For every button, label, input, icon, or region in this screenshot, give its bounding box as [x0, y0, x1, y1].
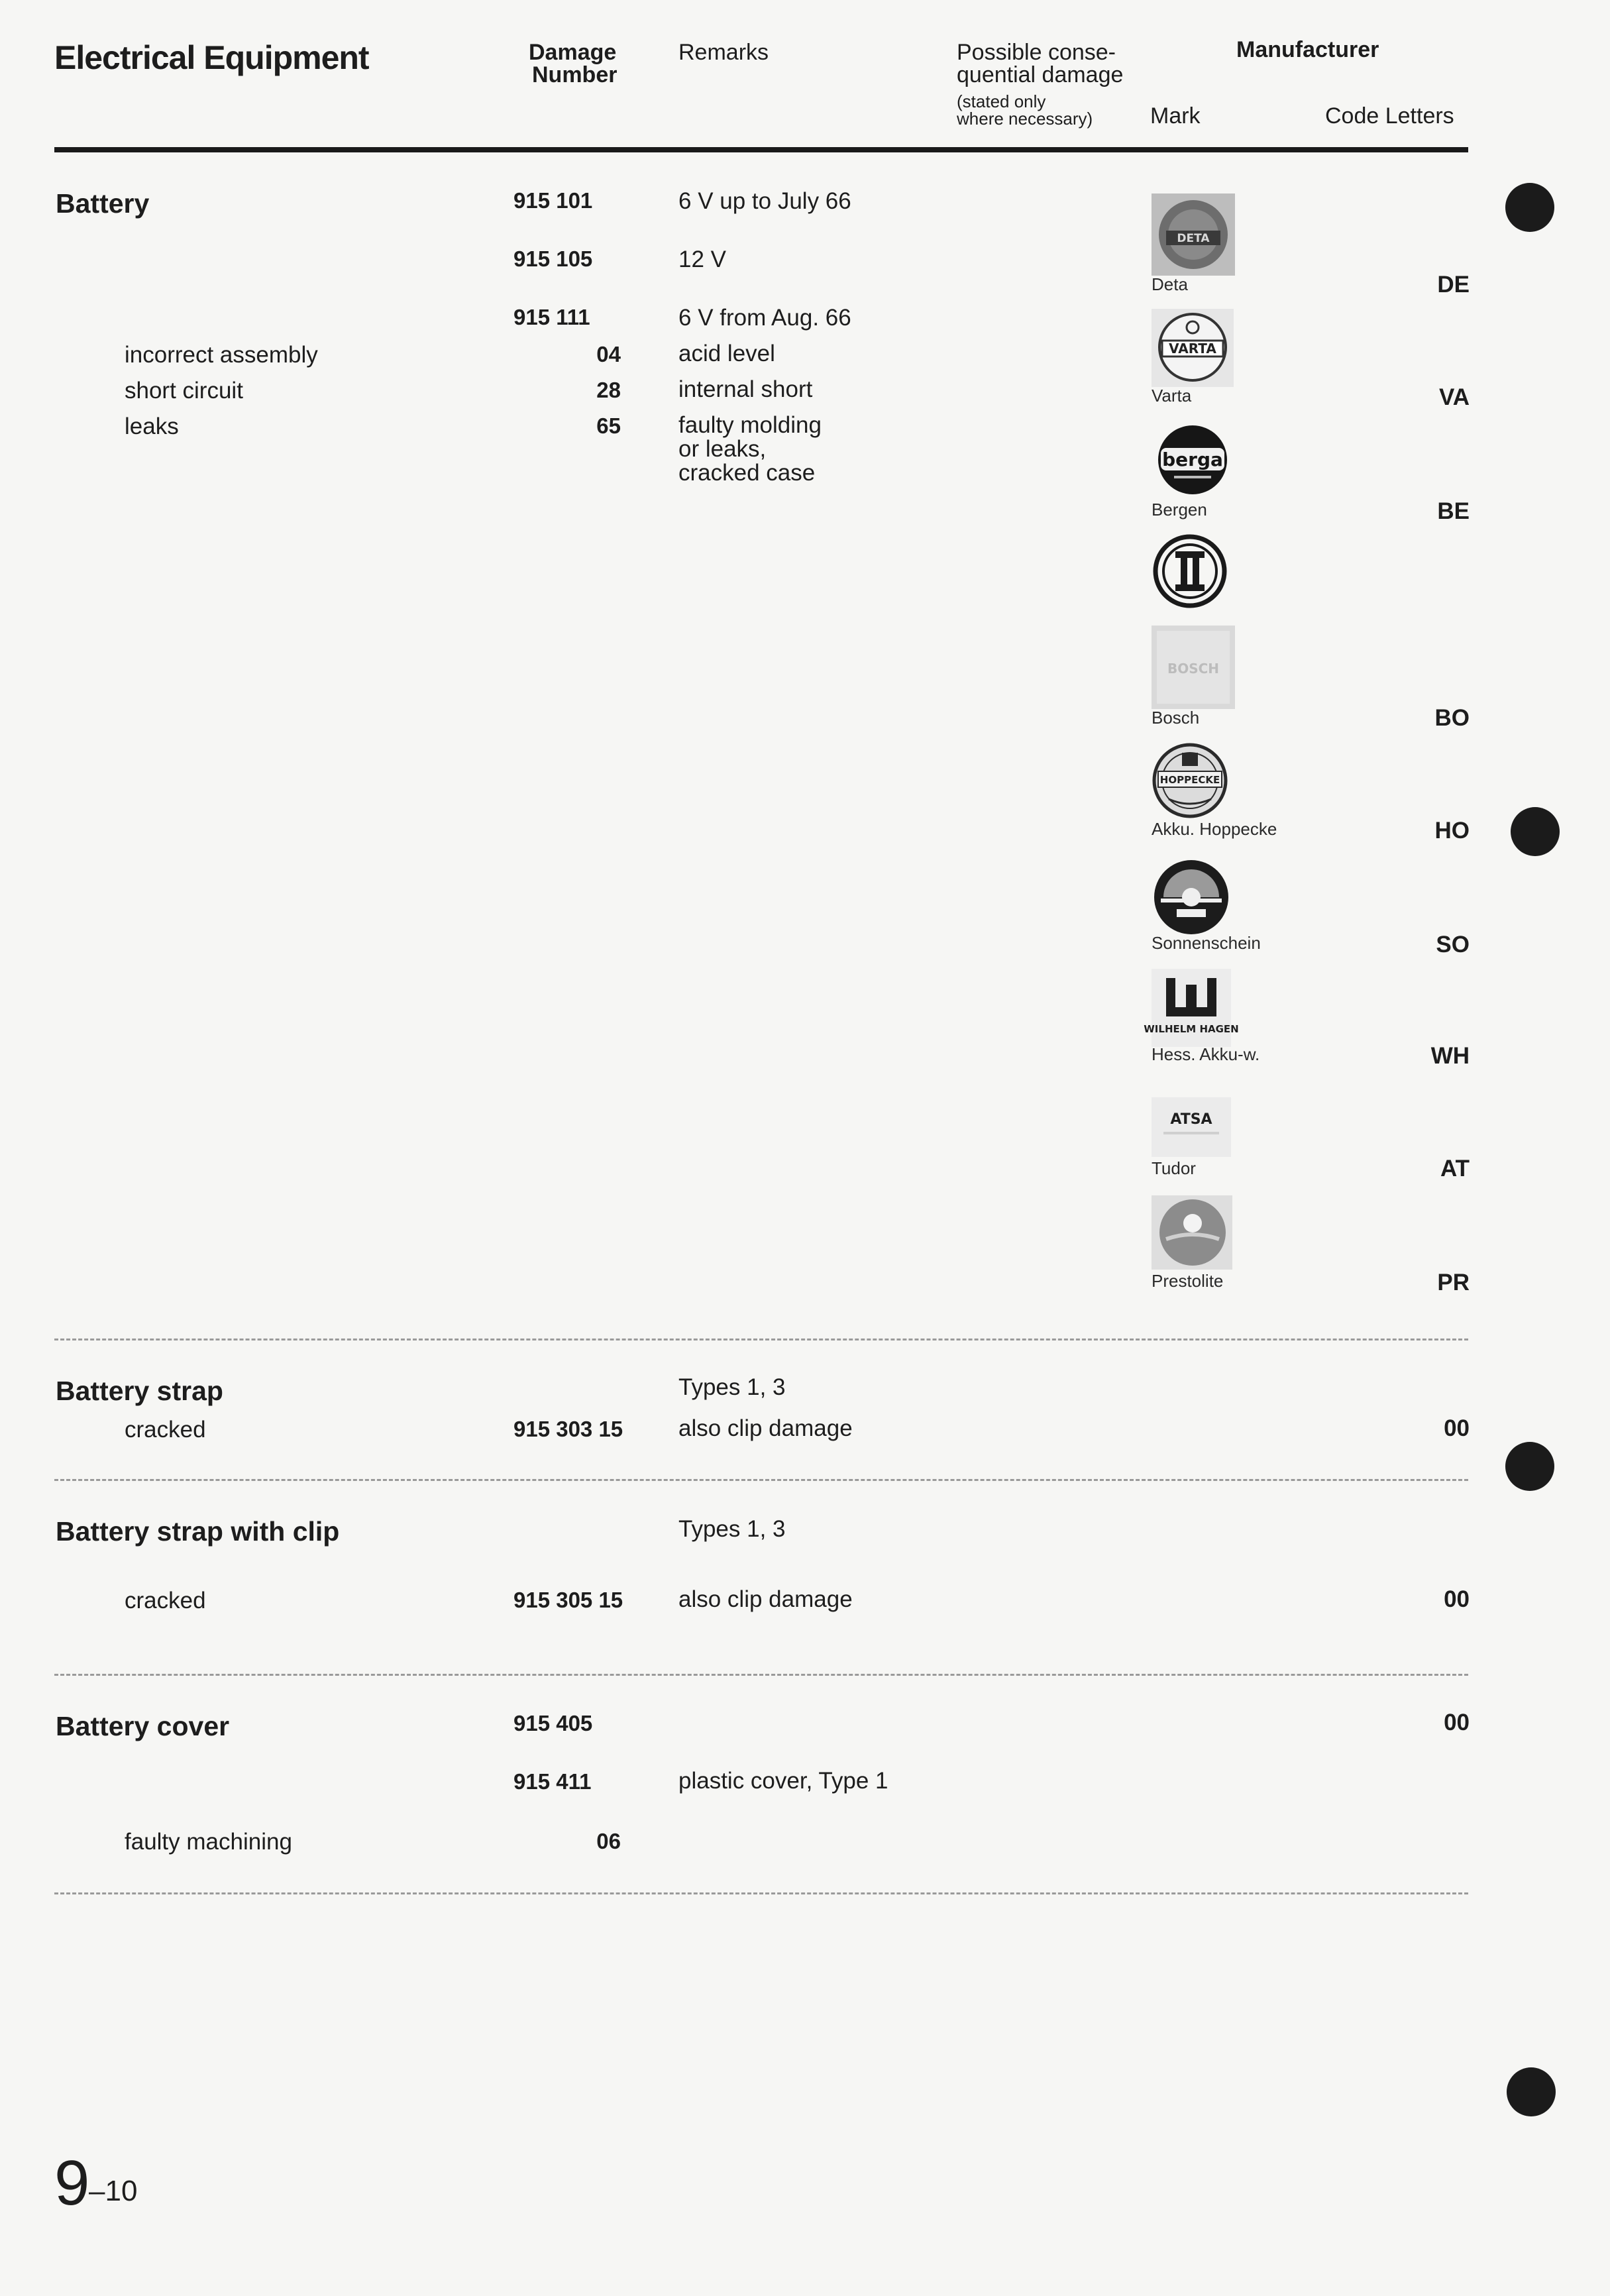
- manufacturer-code: AT: [1440, 1156, 1470, 1181]
- svg-text:HOPPECKE: HOPPECKE: [1159, 774, 1220, 786]
- defect-label: incorrect assembly: [125, 342, 318, 368]
- code-letters-header: Code Letters: [1325, 103, 1454, 129]
- wilhelm-hagen-logo: [1144, 969, 1239, 1047]
- defect-label: faulty machining: [125, 1829, 292, 1855]
- manufacturer-code: 00: [1444, 1710, 1470, 1735]
- defect-code: 28: [596, 378, 621, 402]
- defect-remark-line1: faulty molding: [678, 412, 822, 438]
- damage-number-header-line2: Number: [532, 62, 617, 87]
- manufacturer-caption: Akku. Hoppecke: [1152, 819, 1277, 839]
- defect-remark: also clip damage: [678, 1586, 853, 1612]
- defect-remark-line2: or leaks,: [678, 436, 767, 462]
- part-number: 915 101: [513, 188, 593, 213]
- manufacturer-caption: Prestolite: [1152, 1271, 1224, 1291]
- defect-label: cracked: [125, 1417, 206, 1443]
- consequential-note-line1: (stated only: [957, 91, 1046, 111]
- atsa-logo: [1152, 1097, 1231, 1157]
- berga-logo: [1152, 423, 1232, 497]
- defect-label: cracked: [125, 1588, 206, 1613]
- deta-logo: [1152, 193, 1235, 276]
- part-number: 915 303 15: [513, 1417, 623, 1441]
- manufacturer-caption: Tudor: [1152, 1158, 1196, 1178]
- consequential-header-line2: quential damage: [957, 62, 1124, 87]
- defect-label: short circuit: [125, 378, 243, 404]
- page-number-suffix: –10: [89, 2175, 138, 2207]
- manufacturer-code: VA: [1438, 384, 1470, 410]
- defect-code: 65: [596, 413, 621, 438]
- section-title-battery-cover: Battery cover: [56, 1711, 230, 1741]
- section-title-battery-strap: Battery strap: [56, 1376, 223, 1406]
- part-remark: plastic cover, Type 1: [678, 1768, 888, 1794]
- manufacturer-caption: Bergen: [1152, 500, 1207, 519]
- manufacturer-code: BO: [1434, 705, 1470, 731]
- defect-remark-line3: cracked case: [678, 460, 816, 486]
- hoppecke-logo: [1152, 742, 1230, 820]
- varta-logo: [1152, 309, 1234, 387]
- binder-hole: [1505, 1442, 1554, 1491]
- manufacturer-code: HO: [1434, 818, 1470, 844]
- section-divider: [54, 1892, 1468, 1894]
- consequential-note-line2: where necessary): [957, 109, 1093, 129]
- manufacturer-caption: Varta: [1152, 386, 1192, 406]
- part-number: 915 405: [513, 1711, 593, 1735]
- manufacturer-header: Manufacturer: [1236, 37, 1379, 62]
- part-remark: 6 V up to July 66: [678, 188, 851, 214]
- manufacturer-caption: Bosch: [1152, 708, 1200, 728]
- svg-text:DETA: DETA: [1177, 232, 1210, 245]
- part-remark: 12 V: [678, 246, 726, 272]
- svg-text:berga: berga: [1162, 449, 1223, 470]
- bosch-logo: [1152, 626, 1235, 709]
- header-rule: [54, 147, 1468, 152]
- defect-label: leaks: [125, 413, 179, 439]
- part-number: 915 105: [513, 246, 593, 271]
- section-title-battery-strap-with-clip: Battery strap with clip: [56, 1516, 340, 1547]
- manufacturer-code: 00: [1444, 1415, 1470, 1441]
- mark-header: Mark: [1150, 103, 1201, 129]
- part-number: 915 411: [513, 1769, 592, 1794]
- defect-code: 06: [596, 1829, 621, 1853]
- damage-number-header-line1: Damage: [529, 40, 617, 65]
- page-number: 9: [54, 2148, 90, 2218]
- manufacturer-code: WH: [1430, 1043, 1470, 1069]
- section-title-battery: Battery: [56, 188, 150, 219]
- part-number: 915 305 15: [513, 1588, 623, 1612]
- part-remark: 6 V from Aug. 66: [678, 305, 851, 331]
- manufacturer-code: BE: [1437, 498, 1470, 524]
- sonnenschein-logo: [1152, 859, 1231, 936]
- page-title: Electrical Equipment: [54, 39, 369, 76]
- manufacturer-code: DE: [1437, 272, 1470, 298]
- prestolite-logo: [1152, 1195, 1232, 1270]
- manufacturer-code: SO: [1436, 932, 1470, 957]
- binder-hole: [1507, 2067, 1556, 2116]
- manufacturer-caption: Deta: [1152, 274, 1188, 294]
- defect-code: 04: [596, 342, 621, 366]
- ring-logo: [1152, 530, 1228, 611]
- manufacturer-code: 00: [1444, 1586, 1470, 1612]
- manufacturer-caption: Sonnenschein: [1152, 933, 1261, 953]
- svg-text:ATSA: ATSA: [1170, 1111, 1212, 1128]
- section-divider: [54, 1479, 1468, 1481]
- svg-text:VARTA: VARTA: [1169, 341, 1216, 356]
- manufacturer-caption: Hess. Akku-w.: [1152, 1044, 1260, 1064]
- defect-remark: also clip damage: [678, 1415, 853, 1441]
- manufacturer-code: PR: [1437, 1270, 1470, 1295]
- remarks-header: Remarks: [678, 40, 769, 65]
- section-divider: [54, 1339, 1468, 1340]
- strap-types: Types 1, 3: [678, 1374, 786, 1400]
- consequential-header-line1: Possible conse-: [957, 40, 1116, 65]
- section-divider: [54, 1674, 1468, 1676]
- binder-hole: [1511, 807, 1560, 856]
- svg-text:BOSCH: BOSCH: [1167, 661, 1220, 677]
- part-number: 915 111: [513, 305, 590, 329]
- binder-hole: [1505, 183, 1554, 232]
- strap-clip-types: Types 1, 3: [678, 1516, 786, 1542]
- defect-remark: acid level: [678, 341, 775, 366]
- defect-remark: internal short: [678, 376, 813, 402]
- svg-text:WILHELM HAGEN: WILHELM HAGEN: [1144, 1023, 1239, 1035]
